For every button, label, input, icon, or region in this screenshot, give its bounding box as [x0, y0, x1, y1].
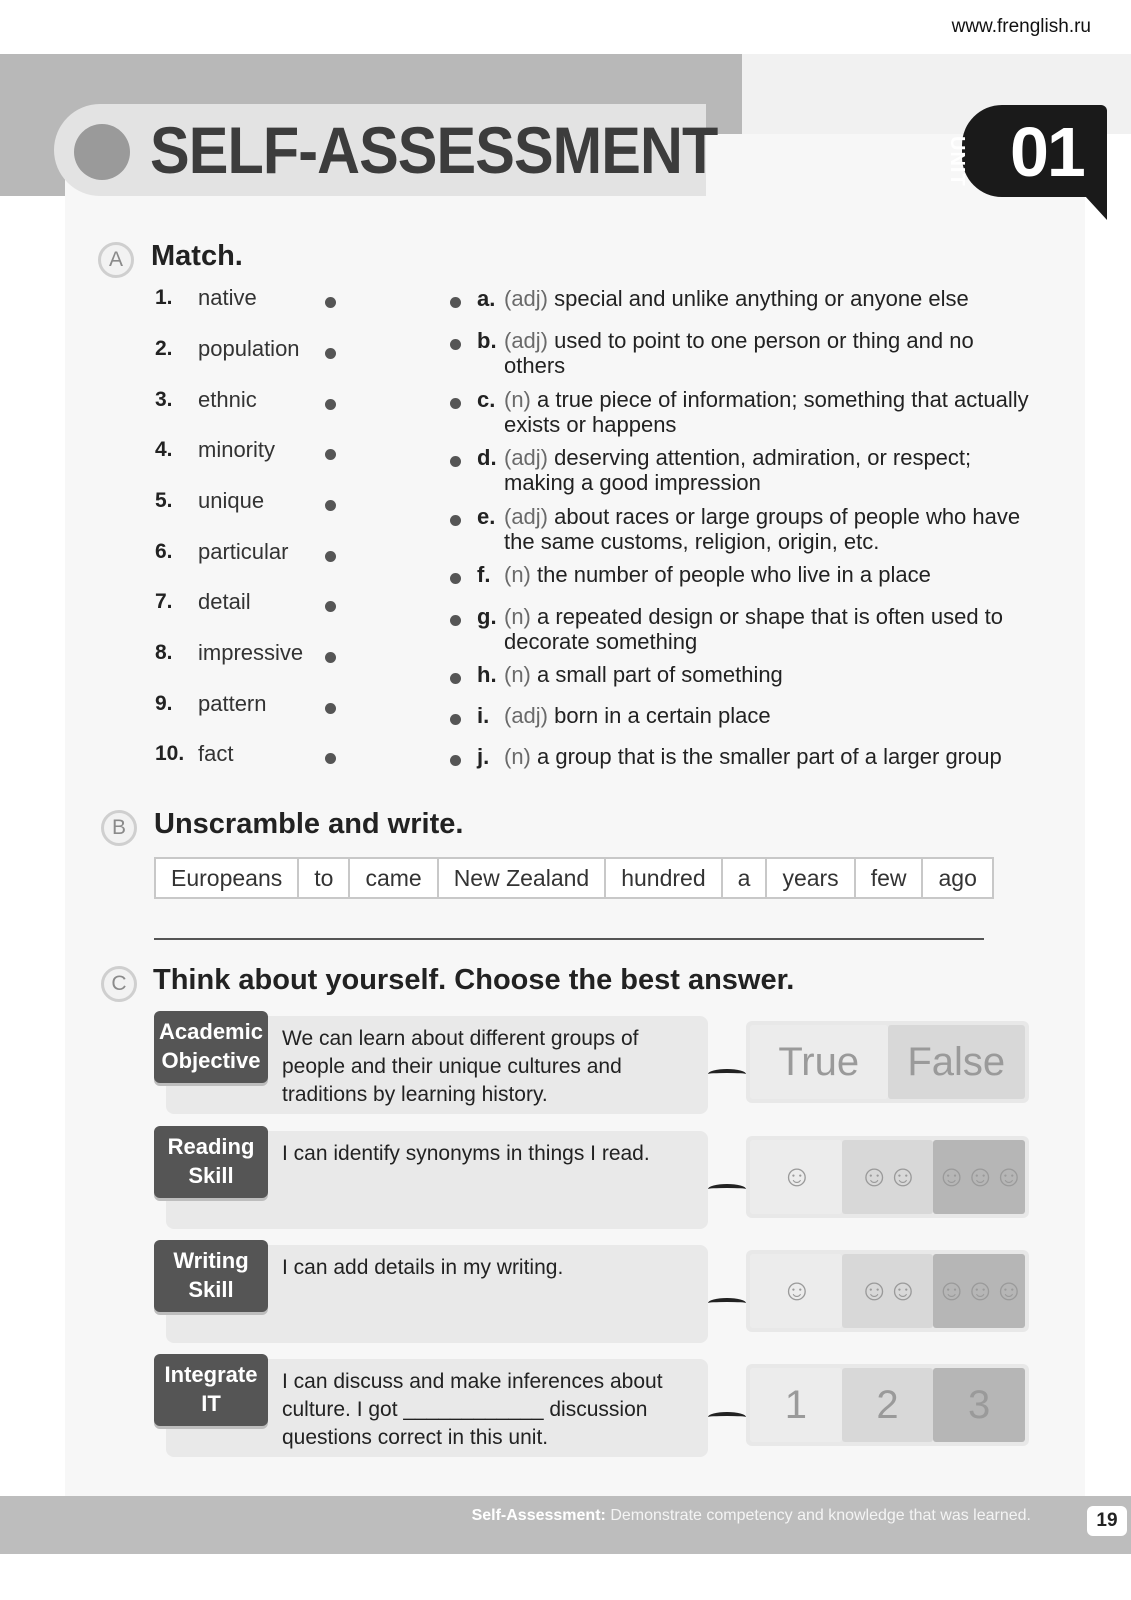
match-dot-right[interactable] — [450, 339, 461, 350]
part-of-speech: (n) — [504, 562, 531, 587]
tag-reading-skill — [154, 1126, 268, 1198]
tag-line: Writing — [173, 1248, 249, 1273]
definition-letter: j. — [477, 744, 490, 769]
section-a-title: Match. — [151, 240, 243, 272]
definition-text: born in a certain place — [554, 703, 771, 728]
rating-option-3[interactable]: 3 — [933, 1368, 1025, 1442]
match-dot-right[interactable] — [450, 398, 461, 409]
statement-text: I can discuss and make inferences about culture. I got ____________ discussion questions correct in this unit. — [282, 1370, 663, 1449]
section-c-title: Think about yourself. Choose the best answer. — [153, 964, 795, 996]
match-word: impressive — [198, 640, 304, 665]
match-number: 6. — [155, 540, 173, 563]
unit-label: UNIT — [946, 136, 968, 187]
definition-text: about races or large groups of people who have — [554, 504, 1021, 529]
match-dot-right[interactable] — [450, 573, 461, 584]
rating-option-2[interactable]: 2 — [842, 1368, 934, 1442]
smiley-option-1[interactable]: ☺ — [750, 1140, 842, 1214]
unit-number: 01 — [1010, 113, 1084, 191]
definition-letter: g. — [477, 604, 497, 629]
definition-item — [477, 604, 1057, 654]
definition-item — [477, 286, 1057, 311]
match-dot-left[interactable] — [325, 601, 336, 612]
definition-text: a group that is the smaller part of a larger group — [537, 744, 1002, 769]
section-b-badge: B — [101, 810, 137, 846]
word-cell: to — [299, 859, 350, 897]
definition-letter: b. — [477, 328, 497, 353]
answer-options — [746, 1250, 1029, 1332]
definition-letter: d. — [477, 445, 497, 470]
match-word: ethnic — [198, 387, 257, 412]
match-dot-right[interactable] — [450, 755, 461, 766]
section-a-badge: A — [98, 242, 134, 278]
footer-band — [0, 1496, 1131, 1554]
answer-line[interactable] — [154, 938, 984, 940]
match-dot-left[interactable] — [325, 652, 336, 663]
definition-item — [477, 662, 1057, 687]
definition-text-continued: making a good impression — [504, 470, 761, 495]
definition-text: deserving attention, admiration, or respect; — [554, 445, 972, 470]
footer-text: Demonstrate competency and knowledge that was learned. — [610, 1507, 1031, 1524]
match-number: 3. — [155, 388, 173, 411]
match-dot-left[interactable] — [325, 551, 336, 562]
definition-text-continued: decorate something — [504, 629, 698, 654]
word-cell: few — [856, 859, 924, 897]
match-dot-left[interactable] — [325, 297, 336, 308]
false-option[interactable]: False — [888, 1025, 1026, 1099]
tag-line: Objective — [161, 1048, 261, 1073]
true-option[interactable]: True — [750, 1025, 888, 1099]
word-cell: a — [723, 859, 768, 897]
definition-letter: h. — [477, 662, 497, 687]
part-of-speech: (adj) — [504, 286, 549, 311]
match-number: 7. — [155, 590, 173, 613]
match-dot-left[interactable] — [325, 703, 336, 714]
match-dot-left[interactable] — [325, 399, 336, 410]
connector-line — [708, 1298, 746, 1308]
definition-text: a true piece of information; something that actually — [537, 387, 1029, 412]
statement-text: I can identify synonyms in things I read. — [282, 1142, 650, 1165]
definition-text: a small part of something — [537, 662, 783, 687]
connector-line — [708, 1184, 746, 1194]
tag-line: Integrate — [164, 1362, 258, 1387]
tag-line: IT — [201, 1391, 221, 1416]
match-number: 5. — [155, 489, 173, 512]
match-dot-left[interactable] — [325, 753, 336, 764]
match-word: fact — [198, 741, 234, 766]
match-dot-right[interactable] — [450, 714, 461, 725]
word-cell: hundred — [606, 859, 722, 897]
part-of-speech: (n) — [504, 604, 531, 629]
section-b-title: Unscramble and write. — [154, 808, 464, 840]
part-of-speech: (n) — [504, 662, 531, 687]
match-dot-right[interactable] — [450, 515, 461, 526]
section-c-badge: C — [101, 966, 137, 1002]
page-title: SELF-ASSESSMENT — [150, 113, 718, 187]
scrambled-word-table — [154, 857, 994, 899]
match-word: detail — [198, 589, 251, 614]
match-dot-right[interactable] — [450, 673, 461, 684]
footer-caption — [472, 1507, 1031, 1525]
match-dot-right[interactable] — [450, 456, 461, 467]
match-word: minority — [198, 437, 276, 462]
match-number: 2. — [155, 337, 173, 360]
rating-option-1[interactable]: 1 — [750, 1368, 842, 1442]
smiley-option-3[interactable]: ☺☺☺ — [933, 1254, 1025, 1328]
part-of-speech: (n) — [504, 387, 531, 412]
tag-line: Skill — [188, 1163, 234, 1188]
site-url[interactable]: www.frenglish.ru — [951, 16, 1091, 37]
statement-text: I can add details in my writing. — [282, 1256, 564, 1279]
smiley-option-2[interactable]: ☺☺ — [842, 1140, 934, 1214]
match-word: native — [198, 285, 257, 310]
match-number: 8. — [155, 641, 173, 664]
circle-icon — [74, 124, 130, 180]
part-of-speech: (n) — [504, 744, 531, 769]
match-number: 1. — [155, 286, 173, 309]
part-of-speech: (adj) — [504, 703, 549, 728]
definition-item — [477, 703, 1057, 728]
match-word: population — [198, 336, 300, 361]
definition-text: special and unlike anything or anyone else — [554, 286, 969, 311]
definition-item — [477, 504, 1057, 554]
smiley-option-1[interactable]: ☺ — [750, 1254, 842, 1328]
tag-line: Reading — [167, 1134, 255, 1159]
answer-options — [746, 1364, 1029, 1446]
match-word: particular — [198, 539, 289, 564]
match-dot-left[interactable] — [325, 500, 336, 511]
tag-academic-objective — [154, 1011, 268, 1083]
connector-line — [708, 1412, 746, 1422]
definition-text: used to point to one person or thing and no — [554, 328, 974, 353]
definition-text: a repeated design or shape that is often used to — [537, 604, 1004, 629]
match-dot-left[interactable] — [325, 449, 336, 460]
definition-item — [477, 562, 1057, 587]
definition-text: the number of people who live in a place — [537, 562, 931, 587]
definition-letter: c. — [477, 387, 496, 412]
match-word: pattern — [198, 691, 267, 716]
match-number: 4. — [155, 438, 173, 461]
footer-label: Self-Assessment: — [471, 1507, 606, 1524]
definition-text-continued: the same customs, religion, origin, etc. — [504, 529, 880, 554]
tag-writing-skill — [154, 1240, 268, 1312]
definition-item — [477, 744, 1057, 769]
answer-options — [746, 1136, 1029, 1218]
word-cell: Europeans — [156, 859, 299, 897]
definition-text-continued: exists or happens — [504, 412, 677, 437]
part-of-speech: (adj) — [504, 328, 549, 353]
definition-letter: f. — [477, 562, 491, 587]
definition-item — [477, 445, 1057, 495]
match-dot-right[interactable] — [450, 297, 461, 308]
smiley-option-2[interactable]: ☺☺ — [842, 1254, 934, 1328]
tag-line: Academic — [159, 1019, 263, 1044]
definition-letter: i. — [477, 703, 490, 728]
definition-item — [477, 328, 1057, 378]
match-dot-left[interactable] — [325, 348, 336, 359]
word-cell: came — [350, 859, 438, 897]
definition-letter: e. — [477, 504, 496, 529]
answer-options — [746, 1021, 1029, 1103]
unit-tab-tail — [1085, 196, 1107, 220]
match-number: 9. — [155, 692, 173, 715]
part-of-speech: (adj) — [504, 504, 549, 529]
match-number: 10. — [155, 742, 185, 765]
tag-integrate-it — [154, 1354, 268, 1426]
word-cell: ago — [938, 865, 977, 891]
match-dot-right[interactable] — [450, 615, 461, 626]
definition-text-continued: others — [504, 353, 566, 378]
match-word: unique — [198, 488, 265, 513]
word-cell: years — [767, 859, 855, 897]
statement-text: We can learn about different groups of people and their unique cultures and traditions by learning history. — [282, 1027, 639, 1106]
connector-line — [708, 1069, 746, 1079]
smiley-option-3[interactable]: ☺☺☺ — [933, 1140, 1025, 1214]
part-of-speech: (adj) — [504, 445, 549, 470]
definition-letter: a. — [477, 286, 496, 311]
definition-item — [477, 387, 1057, 437]
word-cell: New Zealand — [439, 859, 607, 897]
tag-line: Skill — [188, 1277, 234, 1302]
page-number: 19 — [1087, 1506, 1127, 1536]
